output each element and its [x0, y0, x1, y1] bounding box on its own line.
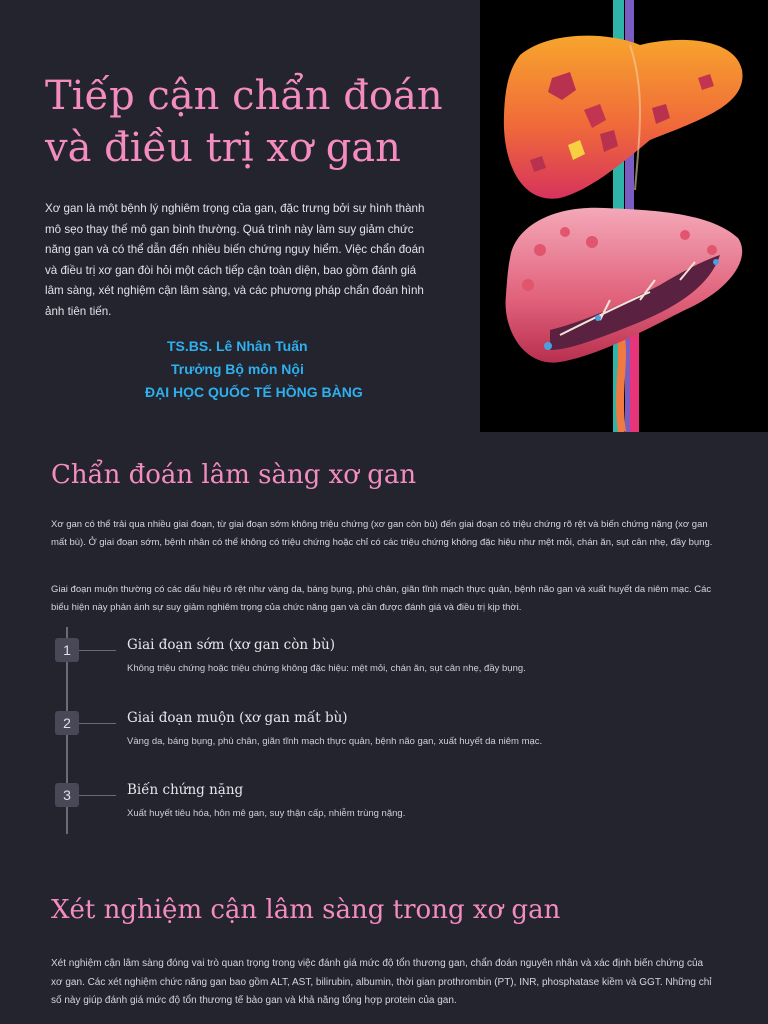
clinical-paragraph-1: Xơ gan có thể trải qua nhiều giai đoạn, từ giai đoạn sớm không triệu chứng (xơ gan còn bù) đến giai đoạn có triệu chứng rõ rệt và biến chứng nặng (xơ gan mất bù). Ở giai đoạn sớm, bệnh nhân có thể không có triệu chứng hoặc chỉ có các triệu chứng không đặc hiệu như mệt mỏi, chán ăn, sụt cân nhẹ, đầy bụng.	[51, 519, 713, 548]
section-title-labs: Xét nghiệm cận lâm sàng trong xơ gan	[51, 895, 561, 925]
author-organization: ĐẠI HỌC QUỐC TẾ HỒNG BÀNG	[145, 384, 363, 400]
step-title: Giai đoạn muộn (xơ gan mất bù)	[127, 710, 348, 726]
page-title	[45, 70, 465, 174]
author-name: TS.BS. Lê Nhân Tuấn	[167, 338, 308, 354]
intro-paragraph: Xơ gan là một bệnh lý nghiêm trọng của gan, đặc trưng bởi sự hình thành mô sẹo thay thế mô gan bình thường. Quá trình này làm suy giảm chức năng gan và có thể dẫn đến nhiều biến chứng nguy hiểm. Việc chẩn đoán và điều trị xơ gan đòi hỏi một cách tiếp cận toàn diện, bao gồm đánh giá lâm sàng, xét nghiệm cận lâm sàng, và các phương pháp chẩn đoán hình ảnh tiên tiến.	[45, 202, 425, 318]
step-connector	[79, 650, 116, 651]
step-title: Giai đoạn sớm (xơ gan còn bù)	[127, 637, 335, 653]
page-title-line2: và điều trị xơ gan	[45, 125, 401, 171]
step-description: Vàng da, báng bụng, phù chân, giãn tĩnh mạch thực quản, bệnh não gan, xuất huyết da niêm mạc.	[127, 736, 543, 747]
step-title: Biến chứng nặng	[127, 782, 244, 798]
step-connector	[79, 795, 116, 796]
section-title-clinical: Chẩn đoán lâm sàng xơ gan	[51, 460, 417, 490]
step-number-badge: 1	[55, 638, 79, 662]
step-number-badge: 3	[55, 783, 79, 807]
step-description: Không triệu chứng hoặc triệu chứng không đặc hiệu: mệt mỏi, chán ăn, sụt cân nhẹ, đầy bụng.	[127, 663, 526, 674]
liver-illustration	[480, 0, 768, 432]
clinical-paragraph-2: Giai đoạn muộn thường có các dấu hiệu rõ rệt như vàng da, báng bụng, phù chân, giãn tĩnh mạch thực quản, bệnh não gan và xuất huyết da niêm mạc. Các biểu hiện này phản ánh sự suy giảm nghiêm trọng của chức năng gan và cần được đánh giá và điều trị kịp thời.	[51, 584, 712, 613]
liver-icon	[480, 0, 768, 432]
step-connector	[79, 723, 116, 724]
step-number-badge: 2	[55, 711, 79, 735]
step-description: Xuất huyết tiêu hóa, hôn mê gan, suy thận cấp, nhiễm trùng nặng.	[127, 808, 406, 819]
author-role: Trưởng Bộ môn Nội	[171, 361, 304, 377]
page-title-line1: Tiếp cận chẩn đoán	[45, 73, 443, 119]
labs-paragraph: Xét nghiệm cận lâm sàng đóng vai trò quan trọng trong việc đánh giá mức độ tổn thương gan, chẩn đoán nguyên nhân và xác định biến chứng của xơ gan. Các xét nghiệm chức năng gan bao gồm ALT, AST, bilirubin, albumin, thời gian prothrombin (PT), INR, phosphatase kiềm và GGT. Những chỉ số này giúp đánh giá mức độ tổn thương tế bào gan và khả năng tổng hợp protein của gan.	[51, 958, 712, 1006]
